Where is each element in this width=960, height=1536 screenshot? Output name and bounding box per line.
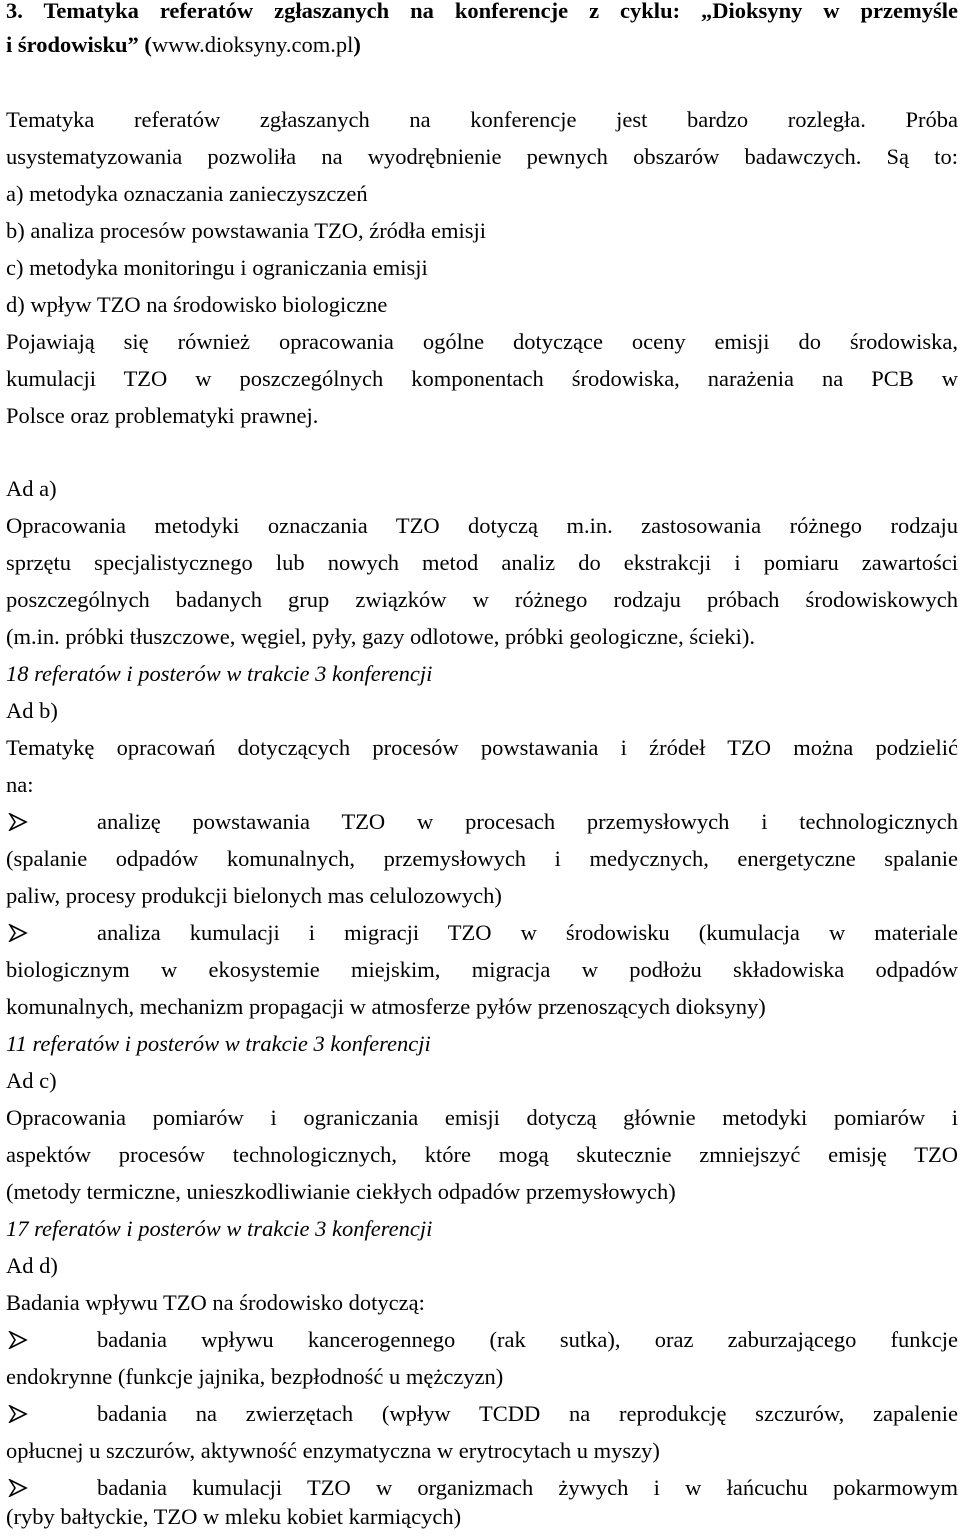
section-a-line: sprzętu specjalistycznego lub nowych metod analiz do ekstrakcji i pomiaru zawartości <box>6 550 958 575</box>
intro-line: usystematyzowania pozwoliła na wyodrębnienie pewnych obszarów badawczych. Są to: <box>6 144 958 169</box>
section-c-line: (metody termiczne, unieszkodliwianie ciekłych odpadów przemysłowych) <box>6 1179 676 1204</box>
section-a-line: poszczególnych badanych grup związków w różnego rodzaju próbach środowiskowych <box>6 587 958 612</box>
section-heading-line-1: 3. Tematyka referatów zgłaszanych na konferencje z cyklu: „Dioksyny w przemyśle <box>6 0 958 23</box>
section-b-intro-line: Tematykę opracowań dotyczących procesów powstawania i źródeł TZO można podzielić <box>6 735 958 760</box>
section-d-bullet-3: badania kumulacji TZO w organizmach żywych i w łańcuchu pokarmowym <box>97 1475 958 1500</box>
arrowhead-bullet-icon <box>8 1473 32 1503</box>
topic-item-d: d) wpływ TZO na środowisko biologiczne <box>6 292 388 317</box>
section-d-bullet-2-cont: opłucnej u szczurów, aktywność enzymatyczna w erytrocytach u myszy) <box>6 1438 660 1463</box>
arrowhead-bullet-icon <box>8 1325 32 1355</box>
section-a-label: Ad a) <box>6 476 57 501</box>
topic-item-a: a) metodyka oznaczania zanieczyszczeń <box>6 181 368 206</box>
general-line: Polsce oraz problematyki prawnej. <box>6 403 319 428</box>
section-d-bullet-1-cont: endokrynne (funkcje jajnika, bezpłodność u mężczyzn) <box>6 1364 504 1389</box>
section-a-line: Opracowania metodyki oznaczania TZO dotyczą m.in. zastosowania różnego rodzaju <box>6 513 958 538</box>
section-b-bullet-2-cont: biologicznym w ekosystemie miejskim, migracja w podłożu składowiska odpadów <box>6 957 958 982</box>
section-c-line: aspektów procesów technologicznych, które mogą skutecznie zmniejszyć emisję TZO <box>6 1142 958 1167</box>
website-link[interactable]: www.dioksyny.com.pl <box>151 32 354 57</box>
section-d-label: Ad d) <box>6 1253 58 1278</box>
heading-suffix: ) <box>353 32 361 57</box>
arrowhead-bullet-icon <box>8 918 32 948</box>
section-c-line: Opracowania pomiarów i ograniczania emisji dotyczą głównie metodyki pomiarów i <box>6 1105 958 1130</box>
section-b-note: 11 referatów i posterów w trakcie 3 konferencji <box>6 1031 431 1056</box>
topic-item-b: b) analiza procesów powstawania TZO, źródła emisji <box>6 218 487 243</box>
section-d-bullet-3-cont: (ryby bałtyckie, TZO w mleku kobiet karmiących) <box>6 1504 462 1529</box>
section-d-intro: Badania wpływu TZO na środowisko dotyczą: <box>6 1290 425 1315</box>
arrowhead-bullet-icon <box>8 807 32 837</box>
general-line: kumulacji TZO w poszczególnych komponentach środowiska, narażenia na PCB w <box>6 366 958 391</box>
section-d-bullet-1: badania wpływu kancerogennego (rak sutka), oraz zaburzającego funkcje <box>97 1327 958 1352</box>
section-heading-line-2 <box>6 30 958 60</box>
section-b-bullet-1-cont: (spalanie odpadów komunalnych, przemysłowych i medycznych, energetyczne spalanie <box>6 846 958 871</box>
section-b-bullet-2: analiza kumulacji i migracji TZO w środowisku (kumulacja w materiale <box>97 920 958 945</box>
topic-item-c: c) metodyka monitoringu i ograniczania emisji <box>6 255 428 280</box>
intro-line: Tematyka referatów zgłaszanych na konferencje jest bardzo rozległa. Próba <box>6 107 958 132</box>
section-b-bullet-1: analizę powstawania TZO w procesach przemysłowych i technologicznych <box>97 809 958 834</box>
section-a-line: (m.in. próbki tłuszczowe, węgiel, pyły, gazy odlotowe, próbki geologiczne, ścieki). <box>6 624 755 649</box>
section-b-label: Ad b) <box>6 698 58 723</box>
section-b-intro-line: na: <box>6 772 34 797</box>
heading-prefix: i środowisku” ( <box>6 32 152 57</box>
arrowhead-bullet-icon <box>8 1399 32 1429</box>
section-c-note: 17 referatów i posterów w trakcie 3 konferencji <box>6 1216 433 1241</box>
general-line: Pojawiają się również opracowania ogólne dotyczące oceny emisji do środowiska, <box>6 329 958 354</box>
section-d-bullet-2: badania na zwierzętach (wpływ TCDD na reprodukcję szczurów, zapalenie <box>97 1401 958 1426</box>
section-b-bullet-1-cont: paliw, procesy produkcji bielonych mas celulozowych) <box>6 883 502 908</box>
section-b-bullet-2-cont: komunalnych, mechanizm propagacji w atmosferze pyłów przenoszących dioksyny) <box>6 994 766 1019</box>
section-a-note: 18 referatów i posterów w trakcie 3 konferencji <box>6 661 433 686</box>
section-c-label: Ad c) <box>6 1068 57 1093</box>
